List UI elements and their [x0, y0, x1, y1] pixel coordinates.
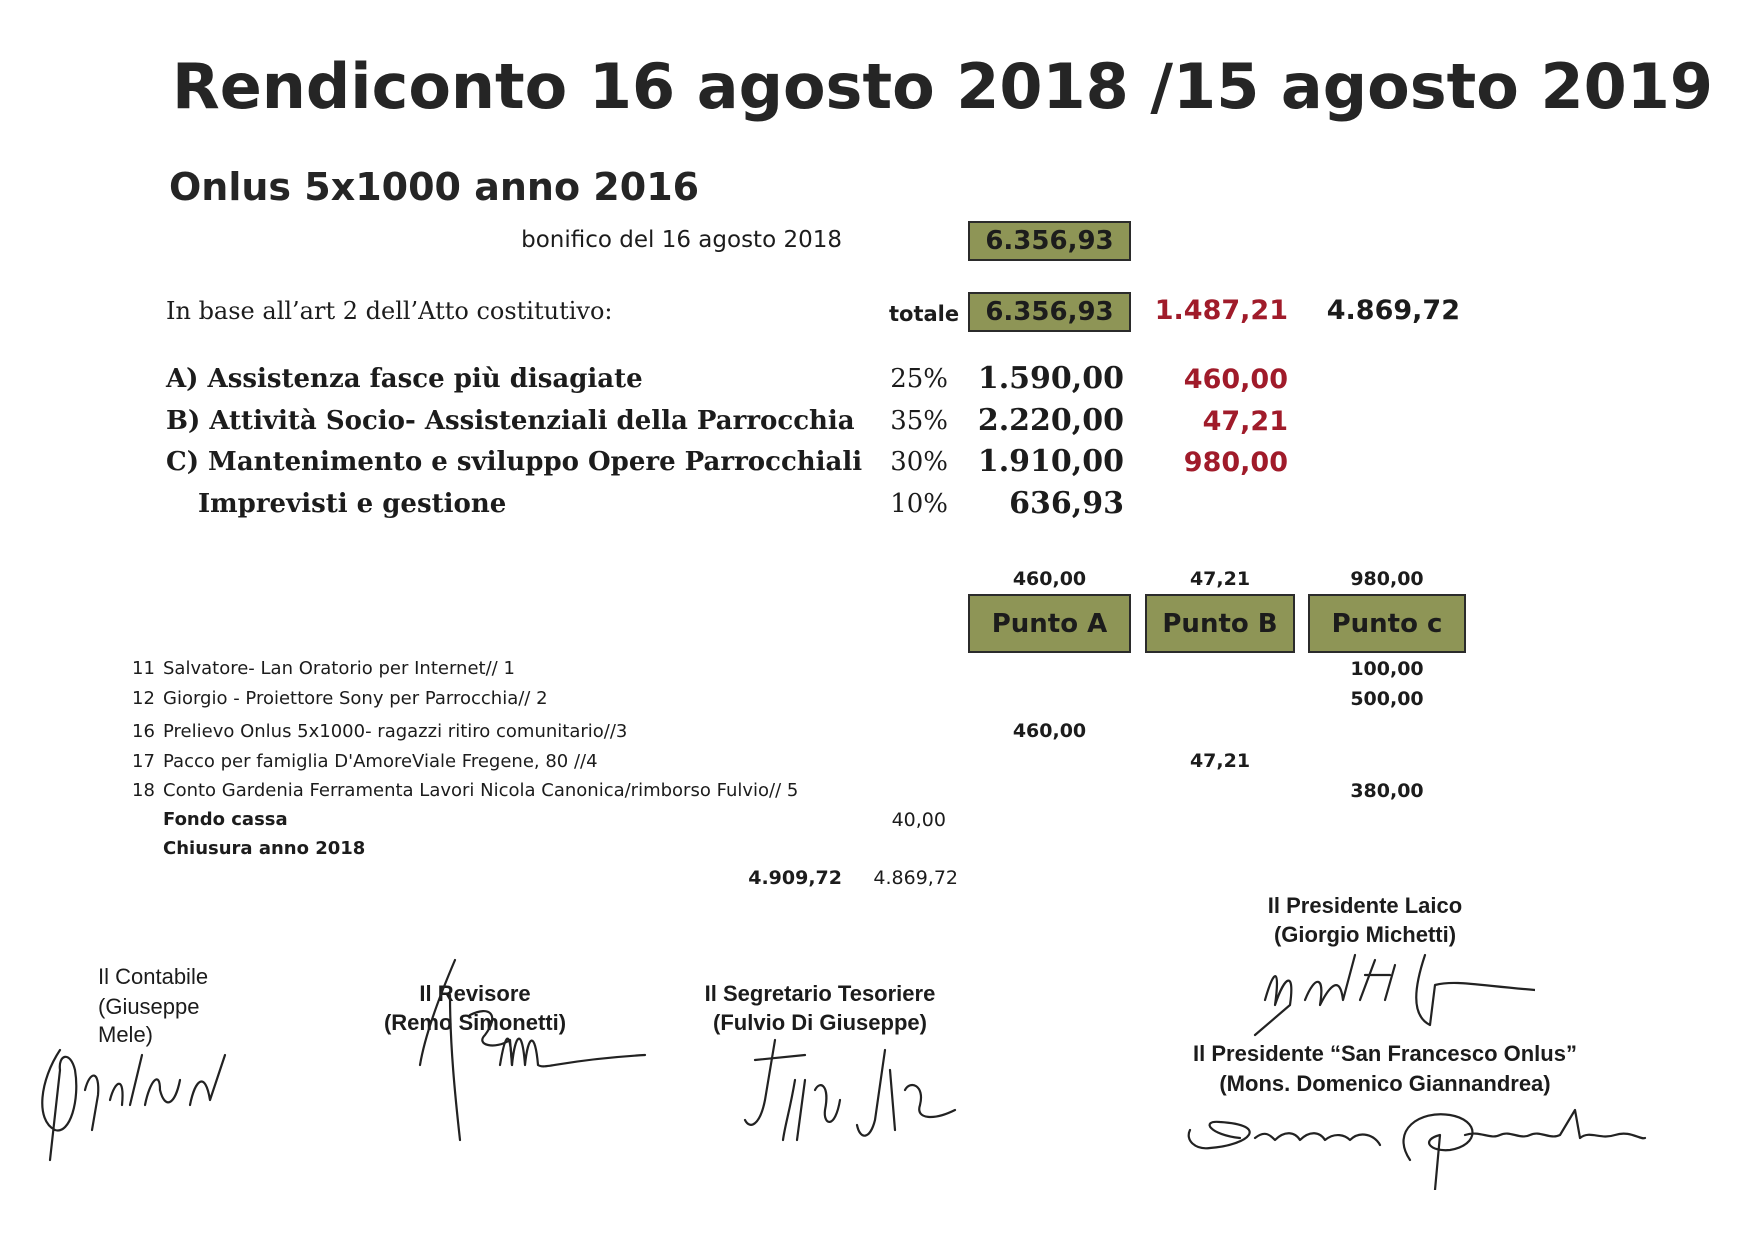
allocation-amount: 2.220,00	[977, 403, 1124, 438]
totale-remaining: 4.869,72	[1326, 295, 1460, 326]
page-title: Rendiconto 16 agosto 2018 /15 agosto 2019	[172, 50, 1714, 123]
allocation-spent: 980,00	[1183, 447, 1288, 478]
allocation-label: Imprevisti e gestione	[198, 489, 507, 519]
expense-point-a: 460,00	[1012, 720, 1087, 742]
page-subtitle: Onlus 5x1000 anno 2016	[169, 165, 700, 209]
bonifico-amount: 6.356,93	[985, 226, 1114, 256]
allocation-amount: 1.910,00	[977, 444, 1124, 479]
allocation-percent: 30%	[890, 447, 948, 477]
expense-point-c: 500,00	[1350, 688, 1424, 710]
segretario-role: Il Segretario Tesoriere	[704, 981, 936, 1006]
point-a-total: 460,00	[1012, 568, 1087, 590]
totals-left: 4.909,72	[748, 867, 842, 889]
expense-point-c: 100,00	[1350, 658, 1424, 680]
expense-point-b: 47,21	[1189, 750, 1251, 772]
totals-right: 4.869,72	[873, 867, 958, 889]
signature-presidente-laico	[1245, 945, 1535, 1055]
presidente-onlus-name: (Mons. Domenico Giannandrea)	[1219, 1071, 1551, 1096]
expense-point-c: 380,00	[1350, 780, 1424, 802]
expense-number: 18	[132, 780, 155, 801]
expense-number: 12	[132, 688, 155, 709]
point-c-label: Punto c	[1331, 608, 1443, 639]
point-b-total: 47,21	[1189, 568, 1251, 590]
presidente-onlus-role: Il Presidente “San Francesco Onlus”	[1193, 1041, 1577, 1066]
allocation-amount: 1.590,00	[977, 361, 1124, 396]
bonifico-label: bonifico del 16 agosto 2018	[521, 227, 842, 253]
allocation-label: C) Mantenimento e sviluppo Opere Parrocchiali	[166, 447, 863, 477]
point-b-label: Punto B	[1162, 608, 1278, 639]
point-a-header	[968, 594, 1131, 653]
signature-contabile	[30, 1010, 250, 1170]
presidente-laico-name: (Giorgio Michetti)	[1273, 922, 1457, 947]
point-a-label: Punto A	[991, 608, 1108, 639]
contabile-role: Il Contabile	[98, 964, 209, 989]
revisore-role: Il Revisore	[419, 981, 531, 1006]
expense-description: Pacco per famiglia D'AmoreViale Fregene, 80 //4	[163, 751, 598, 772]
totale-spent: 1.487,21	[1154, 295, 1288, 326]
atto-label: In base all’art 2 dell’Atto costitutivo:	[166, 297, 613, 325]
point-b-header	[1145, 594, 1295, 653]
signature-revisore	[400, 955, 660, 1155]
expense-number: 11	[132, 658, 155, 679]
allocation-spent: 460,00	[1183, 364, 1288, 395]
allocation-percent: 35%	[890, 406, 948, 436]
signature-presidente-onlus	[1180, 1090, 1650, 1190]
expense-number: 17	[132, 751, 155, 772]
expense-number: 16	[132, 721, 155, 742]
point-c-header	[1308, 594, 1466, 653]
fondo-cassa-label: Fondo cassa	[163, 809, 288, 830]
expense-description: Conto Gardenia Ferramenta Lavori Nicola Canonica/rimborso Fulvio// 5	[163, 780, 799, 801]
revisore-name: (Remo Simonetti)	[383, 1010, 567, 1035]
contabile-name: (Giuseppe Mele)	[98, 994, 200, 1047]
expense-description: Prelievo Onlus 5x1000- ragazzi ritiro comunitario//3	[163, 721, 628, 742]
fondo-cassa-value: 40,00	[891, 809, 946, 831]
expense-description: Giorgio - Proiettore Sony per Parrocchia// 2	[163, 688, 548, 709]
allocation-percent: 25%	[890, 364, 948, 394]
segretario-name: (Fulvio Di Giuseppe)	[713, 1010, 927, 1035]
presidente-laico-role: Il Presidente Laico	[1267, 893, 1463, 918]
allocation-spent: 47,21	[1202, 406, 1288, 437]
totale-amount-box	[968, 292, 1131, 332]
signature-segretario	[735, 1030, 975, 1160]
expense-description: Salvatore- Lan Oratorio per Internet// 1	[163, 658, 515, 679]
allocation-amount: 636,93	[1009, 486, 1124, 521]
allocation-label: B) Attività Socio- Assistenziali della Parrocchia	[166, 406, 855, 436]
allocation-percent: 10%	[890, 489, 948, 519]
allocation-label: A) Assistenza fasce più disagiate	[166, 364, 643, 394]
point-c-total: 980,00	[1350, 568, 1424, 590]
chiusura-label: Chiusura anno 2018	[163, 838, 366, 859]
bonifico-amount-box	[968, 221, 1131, 261]
totale-amount: 6.356,93	[985, 297, 1114, 327]
totale-label: totale	[889, 302, 960, 326]
